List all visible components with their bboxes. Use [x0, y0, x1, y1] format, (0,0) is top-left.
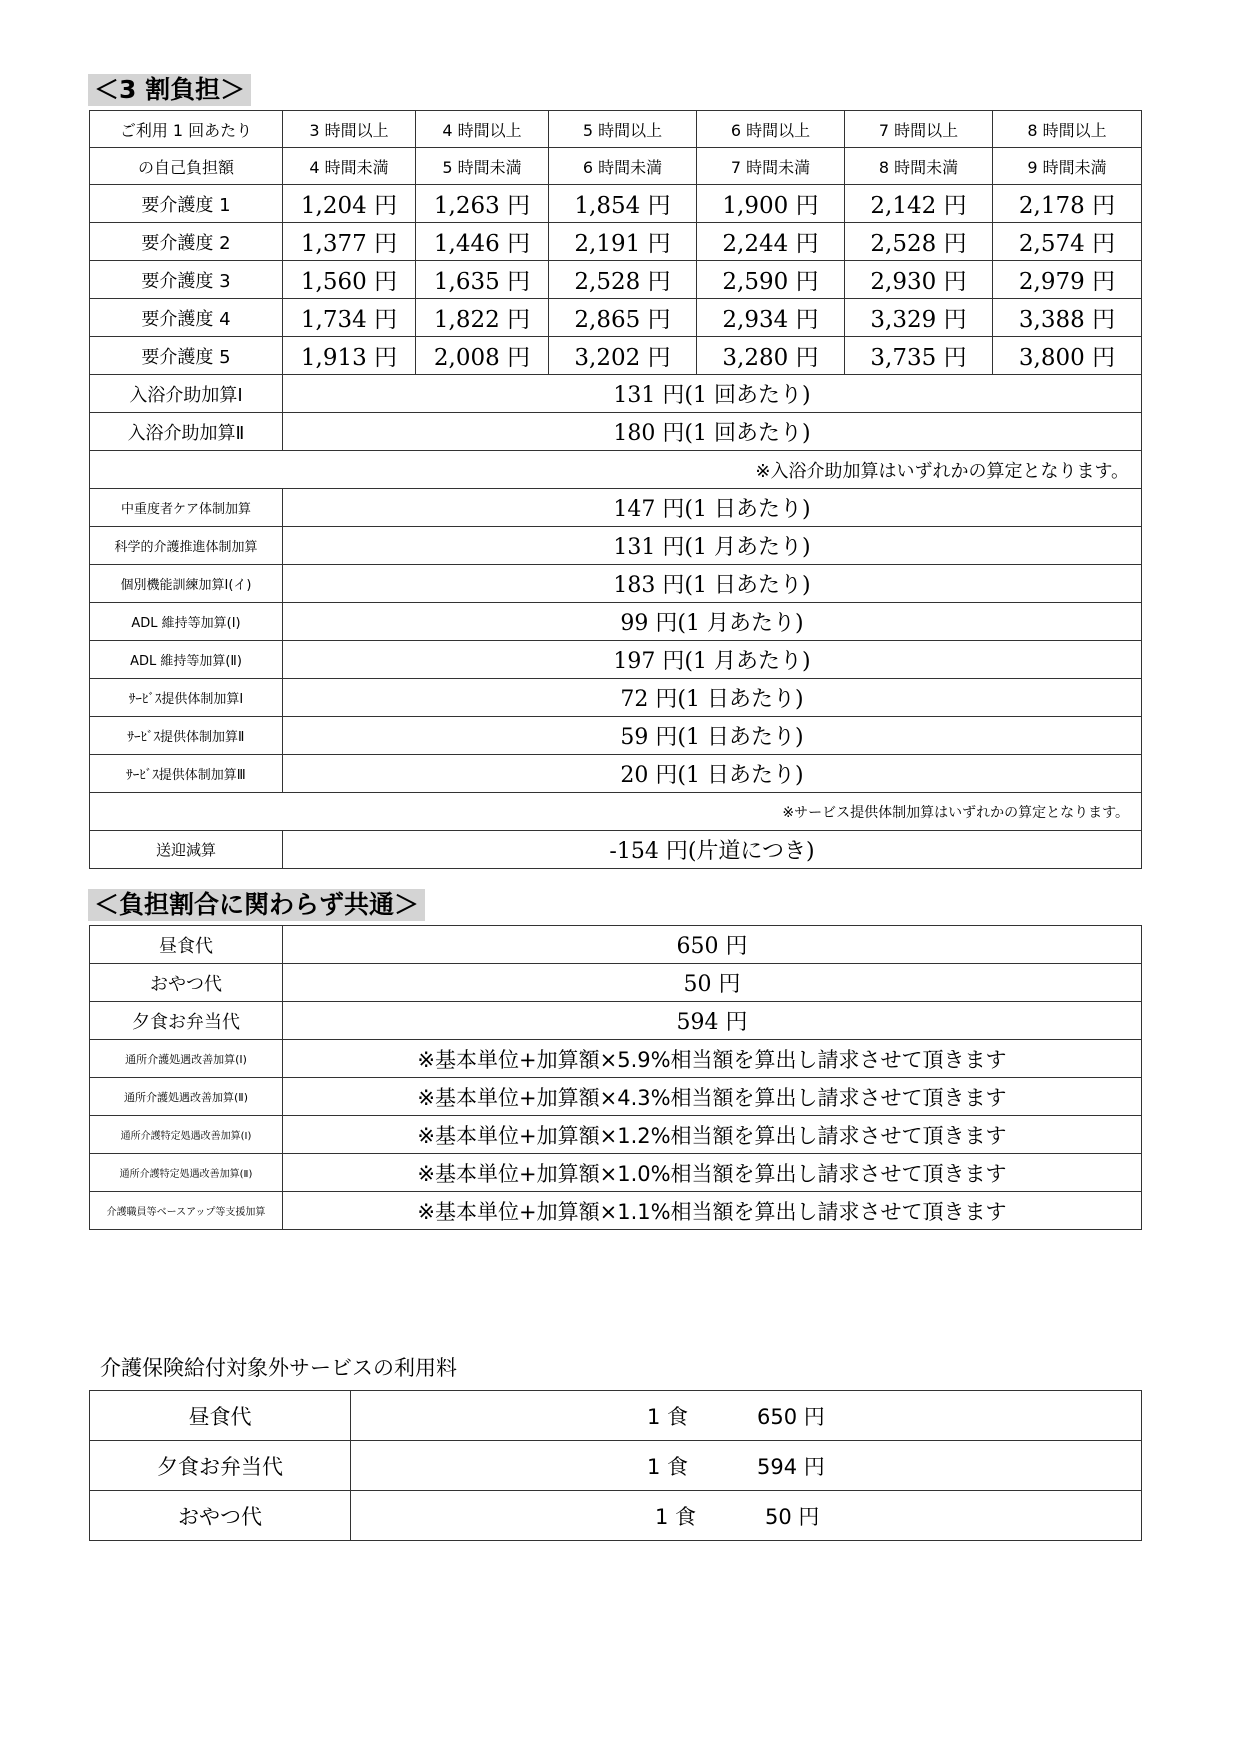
fee-cell: 2,574 円	[993, 223, 1142, 261]
common-value: 50 円	[283, 964, 1142, 1002]
addon-row	[90, 603, 1142, 641]
addon-row	[90, 565, 1142, 603]
addon-row	[90, 755, 1142, 793]
bath-row	[90, 413, 1142, 451]
common-value: ※基本単位+加算額×4.3%相当額を算出し請求させて頂きます	[283, 1078, 1142, 1116]
fee-cell: 1,635 円	[416, 261, 549, 299]
fee-cell: 2,191 円	[549, 223, 697, 261]
common-row	[90, 1002, 1142, 1040]
meal-price: 650 円	[757, 1404, 825, 1429]
common-label: 通所介護特定処遇改善加算(Ⅱ)	[90, 1154, 283, 1192]
col-header: 4 時間未満	[283, 148, 416, 185]
fee-cell: 2,528 円	[549, 261, 697, 299]
fee-cell: 3,280 円	[697, 337, 845, 375]
care-level-label: 要介護度 1	[90, 185, 283, 223]
fee-cell: 2,979 円	[993, 261, 1142, 299]
header-label: ご利用 1 回あたり	[90, 111, 283, 148]
fee-cell: 1,854 円	[549, 185, 697, 223]
col-header: 6 時間未満	[549, 148, 697, 185]
col-header: 8 時間未満	[845, 148, 993, 185]
meal-price: 594 円	[757, 1454, 825, 1479]
fee-cell: 2,590 円	[697, 261, 845, 299]
fee-cell: 3,329 円	[845, 299, 993, 337]
common-row	[90, 1116, 1142, 1154]
bath-value: 180 円(1 回あたり)	[283, 413, 1142, 451]
fee-cell: 1,204 円	[283, 185, 416, 223]
common-fee-table	[89, 925, 1142, 1230]
care-row	[90, 261, 1142, 299]
fee-cell: 1,377 円	[283, 223, 416, 261]
copay-table	[89, 110, 1142, 869]
addon-row	[90, 717, 1142, 755]
common-label: 介護職員等ベースアップ等支援加算	[90, 1192, 283, 1230]
care-level-label: 要介護度 5	[90, 337, 283, 375]
meal-value	[351, 1491, 1142, 1541]
addon-row	[90, 527, 1142, 565]
bath-label: 入浴介助加算Ⅱ	[90, 413, 283, 451]
non-insured-table	[89, 1390, 1142, 1541]
common-label: 通所介護処遇改善加算(Ⅱ)	[90, 1078, 283, 1116]
fee-cell: 2,934 円	[697, 299, 845, 337]
common-row	[90, 1040, 1142, 1078]
fee-cell: 1,734 円	[283, 299, 416, 337]
bath-label: 入浴介助加算Ⅰ	[90, 375, 283, 413]
common-label: 昼食代	[90, 926, 283, 964]
meal-price: 50 円	[765, 1504, 820, 1529]
addon-value: 99 円(1 月あたり)	[283, 603, 1142, 641]
fee-cell: 2,865 円	[549, 299, 697, 337]
addon-value: 197 円(1 月あたり)	[283, 641, 1142, 679]
addon-label: 個別機能訓練加算Ⅰ(イ)	[90, 565, 283, 603]
service-note: ※サービス提供体制加算はいずれかの算定となります。	[90, 793, 1142, 831]
header-row-1	[90, 111, 1142, 148]
bath-note: ※入浴介助加算はいずれかの算定となります。	[90, 451, 1142, 489]
col-header: 5 時間以上	[549, 111, 697, 148]
col-header: 4 時間以上	[416, 111, 549, 148]
care-row	[90, 299, 1142, 337]
addon-row	[90, 679, 1142, 717]
common-value: 650 円	[283, 926, 1142, 964]
common-value: ※基本単位+加算額×5.9%相当額を算出し請求させて頂きます	[283, 1040, 1142, 1078]
meal-label: 夕食お弁当代	[90, 1441, 351, 1491]
fee-cell: 2,244 円	[697, 223, 845, 261]
addon-label: ADL 維持等加算(Ⅱ)	[90, 641, 283, 679]
non-insured-title: 介護保険給付対象外サービスの利用料	[100, 1356, 457, 1380]
care-row	[90, 185, 1142, 223]
meal-row	[90, 1391, 1142, 1441]
fee-cell: 1,560 円	[283, 261, 416, 299]
meal-row	[90, 1441, 1142, 1491]
transport-row	[90, 831, 1142, 869]
meal-label: おやつ代	[90, 1491, 351, 1541]
care-level-label: 要介護度 3	[90, 261, 283, 299]
fee-cell: 1,913 円	[283, 337, 416, 375]
col-header: 7 時間以上	[845, 111, 993, 148]
fee-cell: 2,008 円	[416, 337, 549, 375]
transport-value: -154 円(片道につき)	[283, 831, 1142, 869]
col-header: 6 時間以上	[697, 111, 845, 148]
addon-label: 中重度者ケア体制加算	[90, 489, 283, 527]
common-value: ※基本単位+加算額×1.0%相当額を算出し請求させて頂きます	[283, 1154, 1142, 1192]
transport-label: 送迎減算	[90, 831, 283, 869]
fee-cell: 2,930 円	[845, 261, 993, 299]
note-row	[90, 793, 1142, 831]
care-row	[90, 223, 1142, 261]
col-header: 5 時間未満	[416, 148, 549, 185]
header-label: の自己負担額	[90, 148, 283, 185]
common-value: 594 円	[283, 1002, 1142, 1040]
addon-label: ｻｰﾋﾞｽ提供体制加算Ⅲ	[90, 755, 283, 793]
common-row	[90, 926, 1142, 964]
fee-cell: 3,735 円	[845, 337, 993, 375]
addon-row	[90, 489, 1142, 527]
fee-cell: 1,822 円	[416, 299, 549, 337]
col-header: 3 時間以上	[283, 111, 416, 148]
common-label: おやつ代	[90, 964, 283, 1002]
header-row-2	[90, 148, 1142, 185]
common-row	[90, 1154, 1142, 1192]
addon-label: ｻｰﾋﾞｽ提供体制加算Ⅱ	[90, 717, 283, 755]
col-header: 9 時間未満	[993, 148, 1142, 185]
care-level-label: 要介護度 4	[90, 299, 283, 337]
care-level-label: 要介護度 2	[90, 223, 283, 261]
section-title-common: ＜負担割合に関わらず共通＞	[88, 889, 425, 921]
addon-value: 20 円(1 日あたり)	[283, 755, 1142, 793]
common-row	[90, 964, 1142, 1002]
addon-label: ADL 維持等加算(Ⅰ)	[90, 603, 283, 641]
col-header: 8 時間以上	[993, 111, 1142, 148]
fee-cell: 2,178 円	[993, 185, 1142, 223]
col-header: 7 時間未満	[697, 148, 845, 185]
meal-unit: 1 食	[647, 1404, 689, 1429]
addon-row	[90, 641, 1142, 679]
fee-cell: 2,528 円	[845, 223, 993, 261]
addon-value: 131 円(1 月あたり)	[283, 527, 1142, 565]
common-label: 通所介護処遇改善加算(Ⅰ)	[90, 1040, 283, 1078]
common-row	[90, 1192, 1142, 1230]
fee-cell: 1,263 円	[416, 185, 549, 223]
addon-value: 72 円(1 日あたり)	[283, 679, 1142, 717]
addon-value: 147 円(1 日あたり)	[283, 489, 1142, 527]
note-row	[90, 451, 1142, 489]
fee-cell: 3,202 円	[549, 337, 697, 375]
bath-value: 131 円(1 回あたり)	[283, 375, 1142, 413]
care-row	[90, 337, 1142, 375]
common-label: 夕食お弁当代	[90, 1002, 283, 1040]
addon-label: 科学的介護推進体制加算	[90, 527, 283, 565]
addon-value: 183 円(1 日あたり)	[283, 565, 1142, 603]
meal-row	[90, 1491, 1142, 1541]
meal-unit: 1 食	[655, 1504, 697, 1529]
common-value: ※基本単位+加算額×1.2%相当額を算出し請求させて頂きます	[283, 1116, 1142, 1154]
common-label: 通所介護特定処遇改善加算(Ⅰ)	[90, 1116, 283, 1154]
fee-cell: 1,900 円	[697, 185, 845, 223]
meal-value	[351, 1441, 1142, 1491]
fee-cell: 3,800 円	[993, 337, 1142, 375]
section-title-3割: ＜3 割負担＞	[88, 74, 251, 106]
fee-cell: 3,388 円	[993, 299, 1142, 337]
meal-unit: 1 食	[647, 1454, 689, 1479]
fee-cell: 2,142 円	[845, 185, 993, 223]
common-row	[90, 1078, 1142, 1116]
common-value: ※基本単位+加算額×1.1%相当額を算出し請求させて頂きます	[283, 1192, 1142, 1230]
meal-label: 昼食代	[90, 1391, 351, 1441]
addon-label: ｻｰﾋﾞｽ提供体制加算Ⅰ	[90, 679, 283, 717]
meal-value	[351, 1391, 1142, 1441]
bath-row	[90, 375, 1142, 413]
addon-value: 59 円(1 日あたり)	[283, 717, 1142, 755]
fee-cell: 1,446 円	[416, 223, 549, 261]
